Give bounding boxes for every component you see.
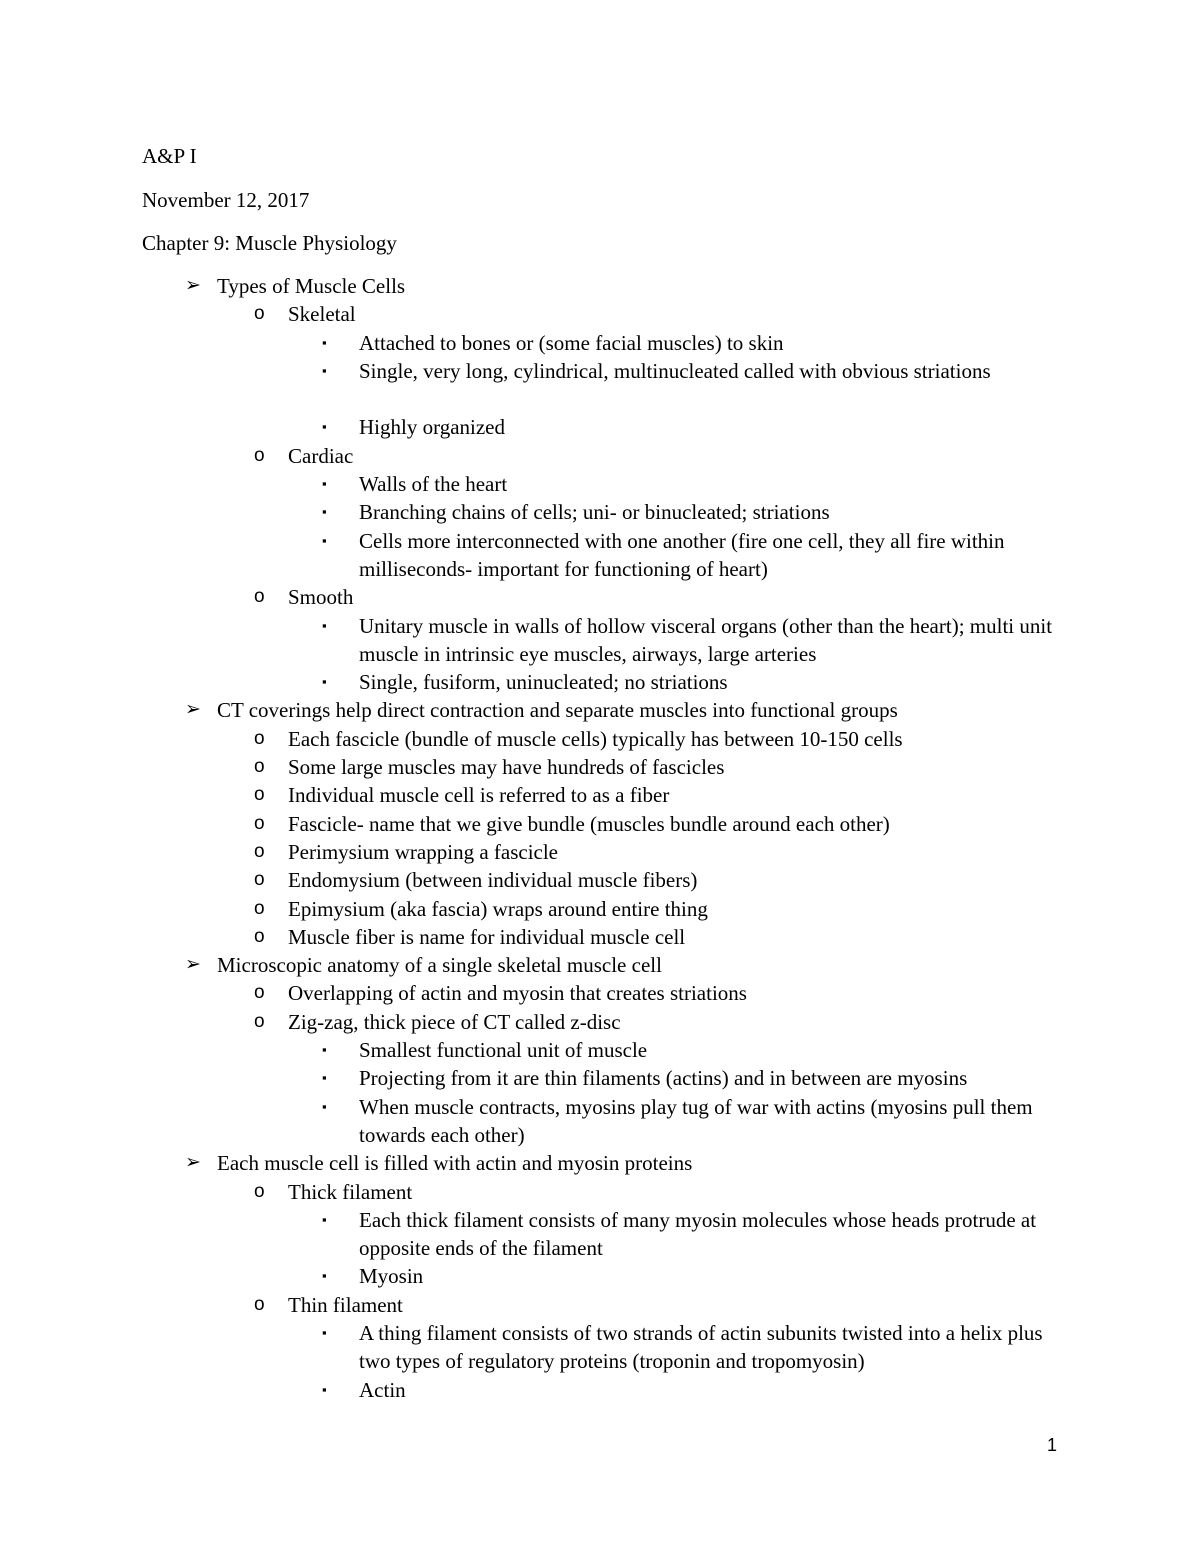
circle-bullet-icon: o — [254, 586, 265, 608]
outline-item-text: Skeletal — [288, 302, 356, 327]
circle-bullet-icon: o — [254, 812, 265, 834]
outline-item-level-3 — [0, 1206, 1200, 1263]
outline-item-text: Each thick filament consists of many myosin molecules whose heads protrude at opposite ends of the filament — [359, 1207, 1037, 1261]
outline-item-level-2 — [0, 895, 1200, 923]
page-number: 1 — [1047, 1435, 1058, 1455]
outline-item-text: Muscle fiber is name for individual muscle cell — [288, 924, 686, 949]
square-bullet-icon: ▪ — [322, 334, 327, 350]
arrow-bullet-icon: ➢ — [185, 699, 201, 721]
outline-item-level-3 — [0, 527, 1200, 584]
circle-bullet-icon: o — [254, 756, 265, 778]
circle-bullet-icon: o — [254, 982, 265, 1004]
outline-item-level-1 — [0, 1149, 1200, 1177]
outline-item-text: Some large muscles may have hundreds of fascicles — [288, 755, 725, 780]
outline-item-level-2 — [0, 1178, 1200, 1206]
outline-item-text: Smooth — [288, 585, 354, 610]
outline-item-text: When muscle contracts, myosins play tug of war with actins (myosins pull them towards each other) — [359, 1094, 1033, 1147]
outline-item-level-3 — [0, 413, 1200, 441]
outline-item-level-2 — [0, 979, 1200, 1007]
outline-item-level-3 — [0, 1064, 1200, 1092]
circle-bullet-icon: o — [254, 840, 265, 862]
outline-item-level-3 — [0, 498, 1200, 526]
outline-item-text: Each fascicle (bundle of muscle cells) typically has between 10-150 cells — [288, 726, 903, 751]
circle-bullet-icon: o — [254, 869, 265, 891]
square-bullet-icon: ▪ — [322, 674, 327, 690]
square-bullet-icon: ▪ — [322, 1211, 327, 1227]
outline-item-level-2 — [0, 753, 1200, 781]
outline-item-level-2 — [0, 583, 1200, 611]
outline-item-text: Epimysium (aka fascia) wraps around entire thing — [288, 896, 708, 921]
circle-bullet-icon: o — [254, 303, 265, 325]
square-bullet-icon: ▪ — [322, 362, 327, 378]
circle-bullet-icon: o — [254, 444, 265, 466]
outline-item-text: Myosin — [359, 1264, 424, 1289]
outline-item-level-2 — [0, 442, 1200, 470]
outline-item-text: Walls of the heart — [359, 472, 508, 497]
circle-bullet-icon: o — [254, 897, 265, 919]
outline-item-level-2 — [0, 1008, 1200, 1036]
outline-item-level-3 — [0, 1376, 1200, 1404]
arrow-bullet-icon: ➢ — [185, 275, 201, 296]
circle-bullet-icon: o — [254, 1010, 265, 1032]
chapter-title: Chapter 9: Muscle Physiology — [142, 231, 397, 255]
arrow-bullet-icon: ➢ — [185, 954, 201, 976]
outline-item-text: Zig-zag, thick piece of CT called z-disc — [288, 1009, 621, 1034]
square-bullet-icon: ▪ — [322, 1042, 327, 1058]
square-bullet-icon: ▪ — [322, 419, 327, 435]
circle-bullet-icon: o — [254, 1293, 265, 1315]
outline-item-text: Single, fusiform, uninucleated; no striations — [359, 670, 728, 695]
outline-item-text: Cells more interconnected with one another (fire one cell, they all fire within milliseconds- important for functioning of heart) — [359, 528, 1005, 581]
outline-item-text: Attached to bones or (some facial muscles) to skin — [359, 330, 784, 355]
outline-item-level-3 — [0, 612, 1200, 669]
outline-item-text: Highly organized — [359, 415, 505, 440]
outline-item-text: Microscopic anatomy of a single skeletal muscle cell — [217, 953, 662, 978]
outline-item-text: Cardiac — [288, 443, 354, 468]
square-bullet-icon: ▪ — [322, 1381, 327, 1397]
outline-item-text: Endomysium (between individual muscle fibers) — [288, 868, 698, 893]
outline-item-level-2 — [0, 781, 1200, 809]
outline-item-text: A thing filament consists of two strands of actin subunits twisted into a helix plus two types of regulatory proteins (troponin and tropomyosin) — [359, 1320, 1043, 1374]
outline-item-level-3 — [0, 1262, 1200, 1290]
outline-item-text: Unitary muscle in walls of hollow visceral organs (other than the heart); multi unit muscle in intrinsic eye muscles, airways, large arteries — [359, 613, 1053, 666]
outline-item-text: Branching chains of cells; uni- or binucleated; striations — [359, 500, 830, 525]
square-bullet-icon: ▪ — [322, 532, 327, 548]
outline-item-level-1 — [0, 951, 1200, 979]
outline-item-text: Each muscle cell is filled with actin and myosin proteins — [217, 1151, 693, 1176]
outline-item-text: Fascicle- name that we give bundle (muscles bundle around each other) — [288, 811, 890, 836]
square-bullet-icon: ▪ — [322, 1070, 327, 1086]
circle-bullet-icon: o — [254, 925, 265, 947]
outline-item-level-2 — [0, 300, 1200, 328]
outline-item-level-3 — [0, 470, 1200, 498]
lecture-date: November 12, 2017 — [142, 188, 310, 212]
arrow-bullet-icon: ➢ — [185, 1152, 201, 1174]
outline-item-text: Overlapping of actin and myosin that creates striations — [288, 981, 747, 1006]
outline-item-level-1 — [0, 696, 1200, 724]
outline-item-level-3 — [0, 1036, 1200, 1064]
outline-item-text: Smallest functional unit of muscle — [359, 1038, 648, 1063]
outline-item-text: Projecting from it are thin filaments (actins) and in between are myosins — [359, 1066, 968, 1091]
outline-item-text: CT coverings help direct contraction and separate muscles into functional groups — [217, 698, 898, 723]
outline-item-level-3 — [0, 1319, 1200, 1376]
square-bullet-icon: ▪ — [322, 617, 327, 633]
outline-item-text: Types of Muscle Cells — [217, 274, 406, 298]
outline-item-level-2 — [0, 810, 1200, 838]
outline-item-level-2 — [0, 838, 1200, 866]
outline-item-text: Thick filament — [288, 1179, 413, 1204]
outline-item-text: Thin filament — [288, 1292, 403, 1317]
outline-item-level-2 — [0, 923, 1200, 951]
outline-item-level-3 — [0, 329, 1200, 357]
outline-item-level-3 — [0, 668, 1200, 696]
square-bullet-icon: ▪ — [322, 1324, 327, 1340]
outline-item-text: Single, very long, cylindrical, multinucleated called with obvious striations — [359, 358, 991, 383]
outline-item-level-1 — [0, 272, 1200, 300]
notes-outline — [0, 272, 1200, 1404]
outline-item-level-2 — [0, 1291, 1200, 1319]
circle-bullet-icon: o — [254, 1180, 265, 1202]
circle-bullet-icon: o — [254, 784, 265, 806]
outline-item-level-3 — [0, 1093, 1200, 1150]
square-bullet-icon: ▪ — [322, 1098, 327, 1114]
square-bullet-icon: ▪ — [322, 504, 327, 520]
outline-item-level-3 — [0, 357, 1200, 414]
circle-bullet-icon: o — [254, 727, 265, 749]
outline-item-text: Perimysium wrapping a fascicle — [288, 839, 559, 864]
outline-item-text: Individual muscle cell is referred to as a fiber — [288, 783, 670, 808]
square-bullet-icon: ▪ — [322, 476, 327, 492]
course-title: A&P I — [142, 144, 197, 168]
outline-item-text: Actin — [359, 1377, 406, 1402]
square-bullet-icon: ▪ — [322, 1268, 327, 1284]
outline-item-level-2 — [0, 866, 1200, 894]
outline-item-level-2 — [0, 725, 1200, 753]
